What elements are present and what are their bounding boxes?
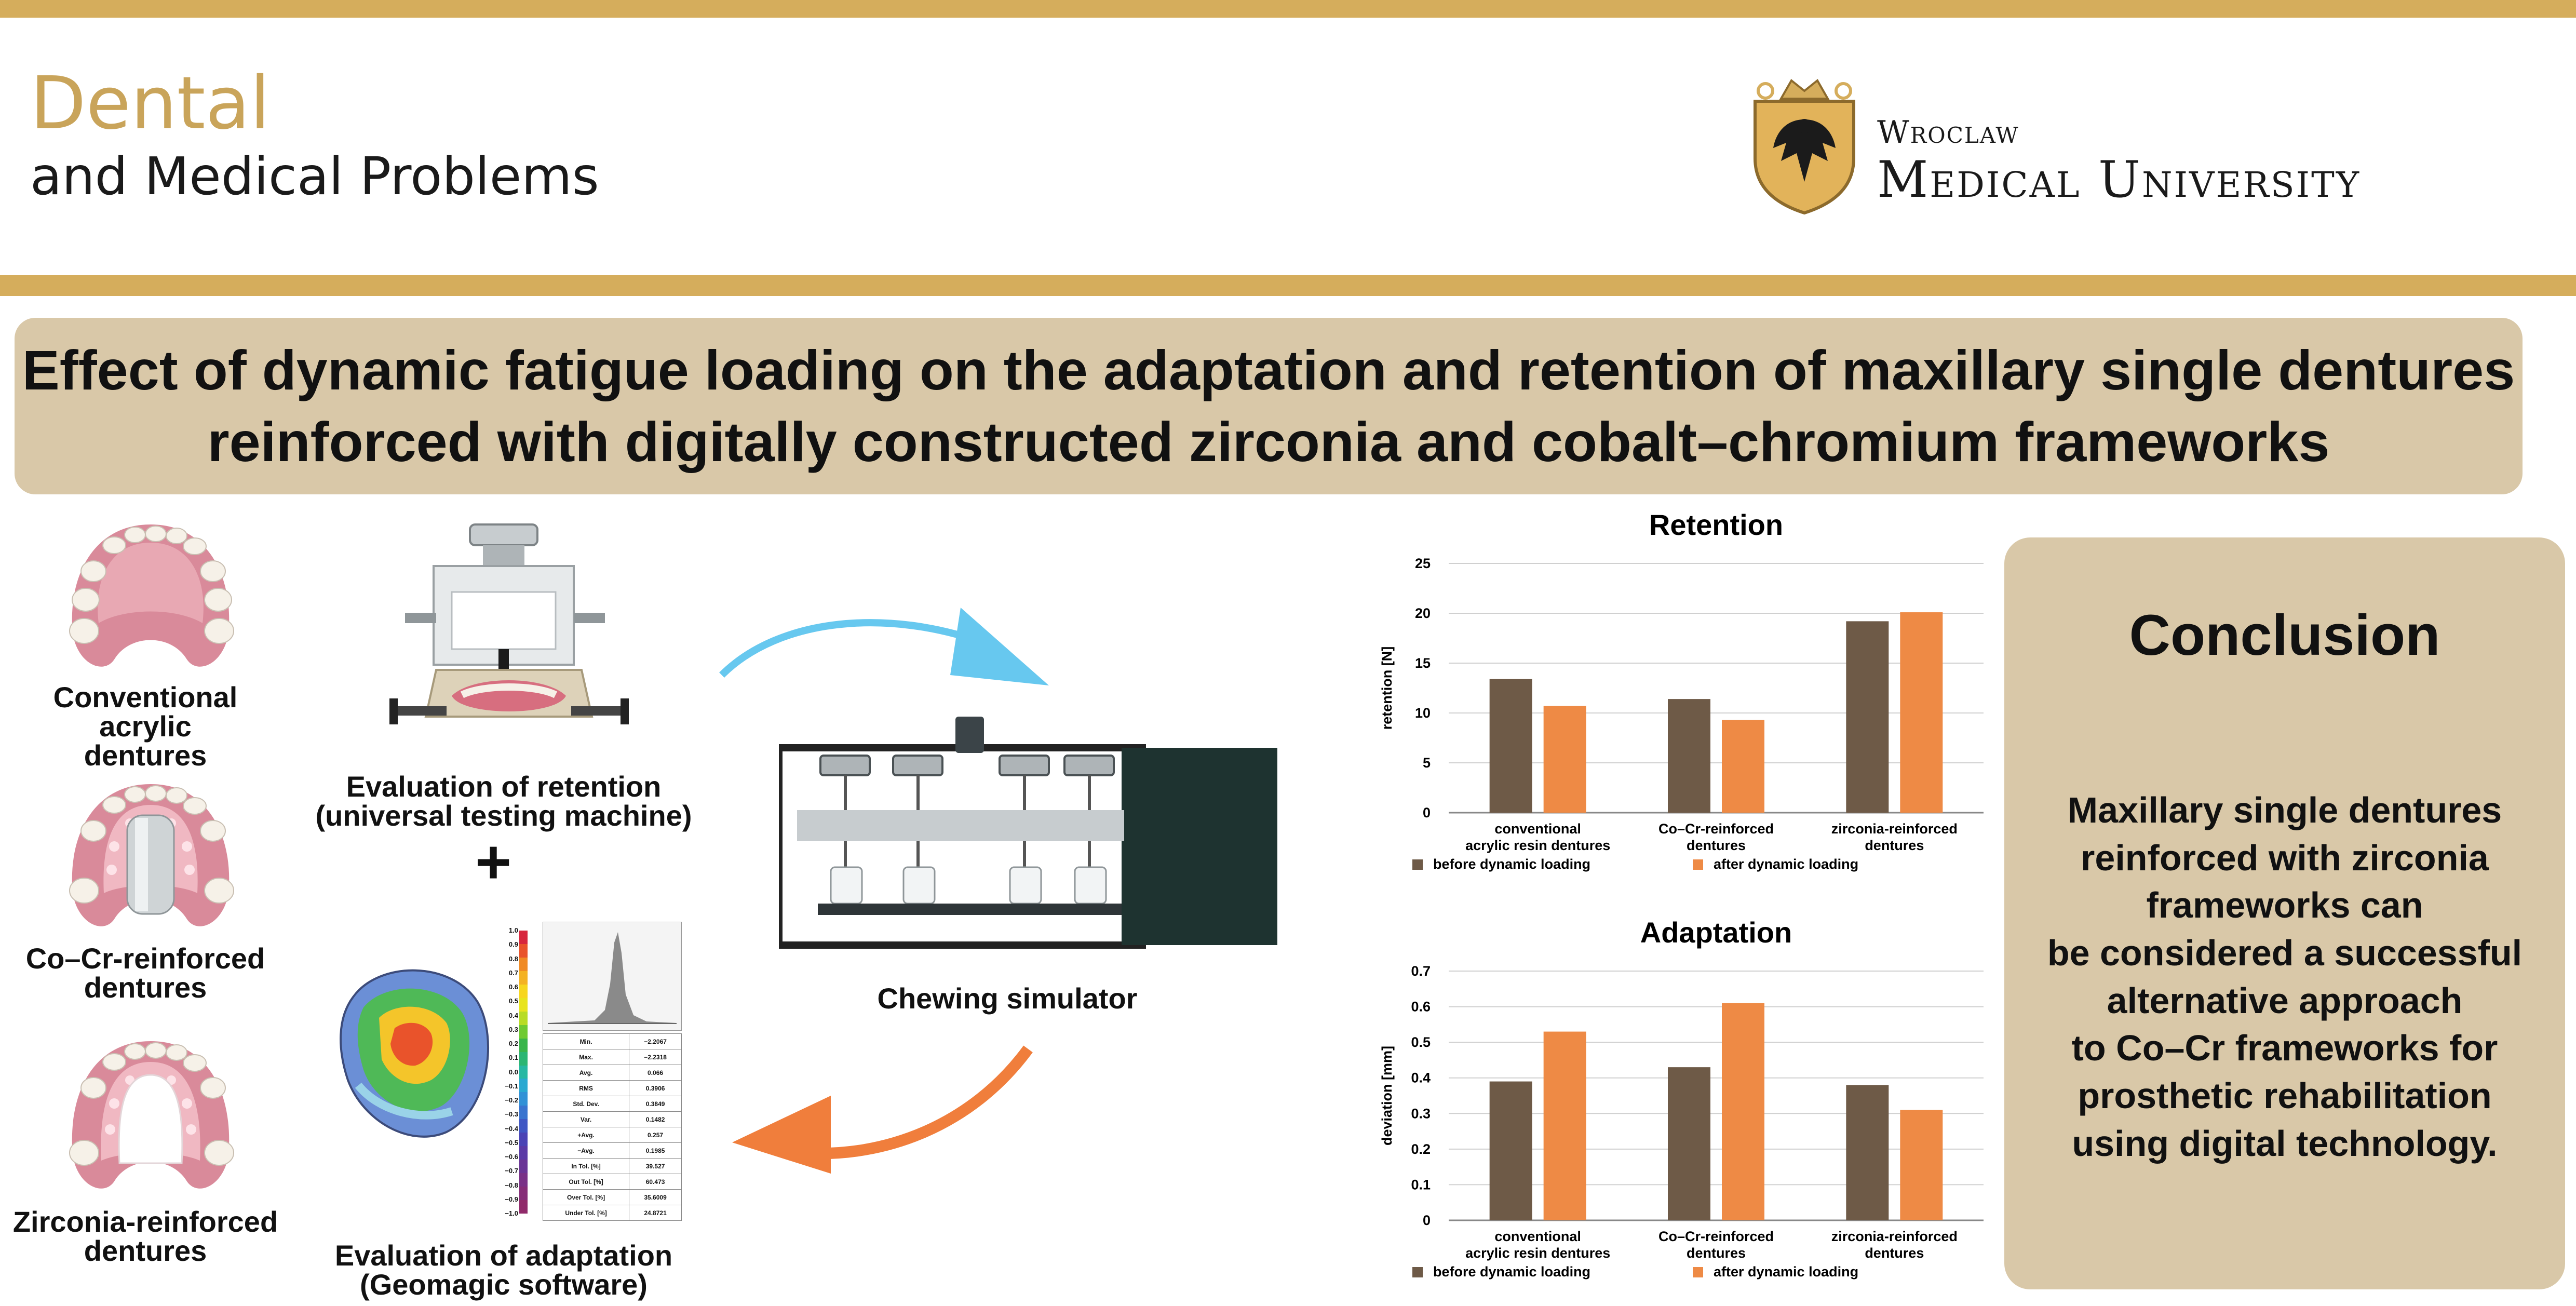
universal-testing-machine-icon (384, 519, 633, 753)
legend-swatch (1412, 859, 1423, 870)
bar-before (1846, 621, 1889, 813)
stats-label: Over Tol. [%] (543, 1190, 629, 1205)
color-scale-swatch (519, 1039, 528, 1052)
color-scale-label: −0.8 (505, 1181, 518, 1189)
color-scale-swatch (519, 1187, 528, 1200)
stats-label: Avg. (543, 1065, 629, 1081)
color-scale-label: 0.0 (508, 1068, 518, 1076)
zirconia-denture-label: Zirconia-reinforced dentures (12, 1205, 278, 1267)
y-tick-label: 0.5 (1411, 1034, 1431, 1051)
plus-sign: + (475, 827, 512, 897)
bar-before (1668, 1067, 1710, 1220)
bar-before (1490, 1082, 1532, 1220)
deviation-stats-table (543, 1033, 682, 1221)
bar-before (1490, 679, 1532, 813)
stats-row (543, 1112, 682, 1127)
university-crest-icon (1745, 70, 1864, 216)
color-scale-label: 0.7 (508, 968, 518, 977)
stats-value: 0.1985 (629, 1143, 682, 1159)
y-tick-label: 10 (1414, 705, 1431, 721)
y-tick-label: 0 (1422, 805, 1431, 820)
color-scale-label: −0.9 (505, 1195, 518, 1203)
color-scale-swatch (519, 1119, 528, 1133)
cocr-denture-icon (52, 774, 249, 940)
stats-label: −Avg. (543, 1143, 629, 1159)
stats-value: 0.3906 (629, 1081, 682, 1096)
stats-row (543, 1081, 682, 1096)
y-tick-label: 0 (1422, 1213, 1431, 1228)
bar-after (1900, 612, 1943, 813)
retention-method-label: Evaluation of retention (universal testing machine) (315, 770, 692, 832)
stats-row (543, 1049, 682, 1065)
y-tick-label: 5 (1422, 755, 1431, 771)
y-tick-label: 0.7 (1411, 963, 1431, 979)
y-axis-label: retention [N] (1379, 646, 1395, 730)
color-scale-swatch (519, 971, 528, 985)
color-scale-bar (519, 931, 528, 1214)
color-scale-swatch (519, 985, 528, 998)
color-scale-label: 1.0 (508, 926, 518, 934)
stats-value: 35.6009 (629, 1190, 682, 1205)
top-gold-band (0, 0, 2576, 18)
stats-row (543, 1065, 682, 1081)
bar-before (1668, 699, 1710, 813)
stats-row (543, 1034, 682, 1049)
journal-subtitle: and Medical Problems (30, 146, 599, 207)
conclusion-text: Maxillary single dentures reinforced with zirconia frameworks can be considered a successful alternative approach to Co–Cr frameworks for prosthetic rehabilitation using digital technology. (2047, 790, 2523, 1164)
color-scale-swatch (519, 931, 528, 944)
stats-label: In Tol. [%] (543, 1159, 629, 1174)
color-scale-label: 0.4 (508, 1011, 518, 1019)
category-label: zirconia-reinforced (1831, 1229, 1958, 1244)
legend-swatch (1693, 1267, 1703, 1277)
category-label: Co–Cr-reinforced (1658, 821, 1774, 837)
stats-row (543, 1205, 682, 1221)
color-scale-label: −1.0 (505, 1209, 518, 1217)
bar-after (1722, 1003, 1764, 1220)
stats-value: 0.066 (629, 1065, 682, 1081)
legend-label: before dynamic loading (1433, 856, 1591, 872)
cocr-denture-label: Co–Cr-reinforced dentures (25, 942, 265, 1004)
category-label: Co–Cr-reinforced (1658, 1229, 1774, 1244)
y-tick-label: 15 (1414, 655, 1431, 671)
arrow-to-simulator-icon (717, 597, 1059, 691)
color-scale-label: −0.7 (505, 1167, 518, 1175)
legend-label: before dynamic loading (1433, 1264, 1591, 1280)
color-scale-swatch (519, 998, 528, 1012)
stats-value: −2.2067 (629, 1034, 682, 1049)
stats-row (543, 1159, 682, 1174)
color-scale-swatch (519, 1173, 528, 1187)
y-tick-label: 0.1 (1411, 1177, 1431, 1193)
stats-row (543, 1143, 682, 1159)
color-scale-swatch (519, 1025, 528, 1039)
stats-label: Max. (543, 1049, 629, 1065)
stats-value: 60.473 (629, 1174, 682, 1190)
color-scale-swatch (519, 1146, 528, 1160)
poster-title-box (15, 318, 2523, 494)
legend-swatch (1693, 859, 1703, 870)
stats-row (543, 1096, 682, 1112)
stats-label: RMS (543, 1081, 629, 1096)
zirconia-denture-icon (52, 1031, 249, 1207)
stats-value: 0.1482 (629, 1112, 682, 1127)
color-scale-label: 0.9 (508, 940, 518, 949)
color-scale-swatch (519, 1012, 528, 1025)
arrow-to-adaptation-icon (727, 1039, 1039, 1184)
y-tick-label: 20 (1414, 605, 1431, 621)
legend-label: after dynamic loading (1714, 856, 1859, 872)
color-scale-swatch (519, 958, 528, 971)
chewing-simulator-label: Chewing simulator (877, 982, 1138, 1015)
y-tick-label: 25 (1414, 556, 1431, 571)
conventional-denture-label: Conventional acrylic dentures (53, 681, 238, 772)
color-scale-swatch (519, 1200, 528, 1214)
y-axis-label: deviation [mm] (1379, 1045, 1395, 1146)
category-label: dentures (1865, 1245, 1924, 1261)
color-scale-swatch (519, 1079, 528, 1092)
color-scale-swatch (519, 944, 528, 958)
adaptation-chart (1371, 914, 1994, 1298)
bar-before (1846, 1085, 1889, 1220)
y-tick-label: 0.6 (1411, 999, 1431, 1015)
conventional-denture-icon (52, 514, 249, 680)
stats-value: 0.3849 (629, 1096, 682, 1112)
chewing-simulator-icon (779, 717, 1288, 955)
conclusion-title: Conclusion (2129, 603, 2440, 667)
stats-row (543, 1190, 682, 1205)
color-scale-label: 0.1 (508, 1054, 518, 1062)
title-line-1: Effect of dynamic fatigue loading on the adaptation and retention of maxillary single dentures (22, 338, 2515, 401)
bar-after (1544, 1032, 1586, 1220)
color-scale-swatch (519, 1106, 528, 1119)
category-label: acrylic resin dentures (1465, 1245, 1611, 1261)
color-scale-label: −0.3 (505, 1110, 518, 1119)
journal-title: Dental (30, 61, 271, 146)
stats-label: Var. (543, 1112, 629, 1127)
color-scale-label: −0.6 (505, 1153, 518, 1161)
category-label: dentures (1686, 1245, 1746, 1261)
stats-label: Min. (543, 1034, 629, 1049)
bar-after (1900, 1110, 1943, 1220)
color-scale-swatch (519, 1092, 528, 1106)
color-scale-label: −0.1 (505, 1082, 518, 1090)
chart-title: Adaptation (1640, 916, 1792, 949)
category-label: dentures (1865, 838, 1924, 853)
y-tick-label: 0.3 (1411, 1106, 1431, 1122)
color-scale-swatch (519, 1066, 528, 1079)
color-scale-label: 0.2 (508, 1040, 518, 1047)
legend-swatch (1412, 1267, 1423, 1277)
university-name-line1: Wroclaw (1877, 114, 2019, 151)
y-tick-label: 0.2 (1411, 1141, 1431, 1157)
stats-value: −2.2318 (629, 1049, 682, 1065)
stats-label: Out Tol. [%] (543, 1174, 629, 1190)
deviation-map-icon (332, 955, 498, 1142)
bar-after (1722, 720, 1764, 813)
bar-after (1544, 706, 1586, 813)
color-scale-label: 0.8 (508, 954, 518, 963)
category-label: acrylic resin dentures (1465, 838, 1611, 853)
adaptation-method-label: Evaluation of adaptation (Geomagic software) (334, 1239, 673, 1301)
chart-title: Retention (1649, 508, 1784, 541)
header-gold-band (0, 275, 2576, 296)
university-name-line2: Medical University (1877, 151, 2361, 209)
color-scale-label: −0.2 (505, 1096, 518, 1104)
title-line-2: reinforced with digitally constructed zirconia and cobalt–chromium frameworks (207, 410, 2330, 473)
stats-row (543, 1127, 682, 1143)
color-scale-label: −0.5 (505, 1138, 518, 1147)
color-scale-label: 0.3 (508, 1025, 518, 1033)
color-scale-label: 0.5 (508, 997, 518, 1005)
legend-label: after dynamic loading (1714, 1264, 1859, 1280)
color-scale-label: 0.6 (508, 983, 518, 991)
color-scale-label: −0.4 (505, 1124, 518, 1133)
category-label: conventional (1494, 821, 1581, 837)
stats-value: 0.257 (629, 1127, 682, 1143)
category-label: conventional (1494, 1229, 1581, 1244)
category-label: zirconia-reinforced (1831, 821, 1958, 837)
stats-row (543, 1174, 682, 1190)
color-scale-swatch (519, 1160, 528, 1173)
stats-label: +Avg. (543, 1127, 629, 1143)
stats-label: Under Tol. [%] (543, 1205, 629, 1221)
stats-value: 24.8721 (629, 1205, 682, 1221)
stats-label: Std. Dev. (543, 1096, 629, 1112)
color-scale-labels (500, 928, 518, 1219)
color-scale-swatch (519, 1133, 528, 1146)
y-tick-label: 0.4 (1411, 1070, 1431, 1086)
color-scale-swatch (519, 1052, 528, 1066)
stats-value: 39.527 (629, 1159, 682, 1174)
retention-chart (1371, 506, 1994, 891)
deviation-histogram-icon (543, 922, 682, 1031)
category-label: dentures (1686, 838, 1746, 853)
